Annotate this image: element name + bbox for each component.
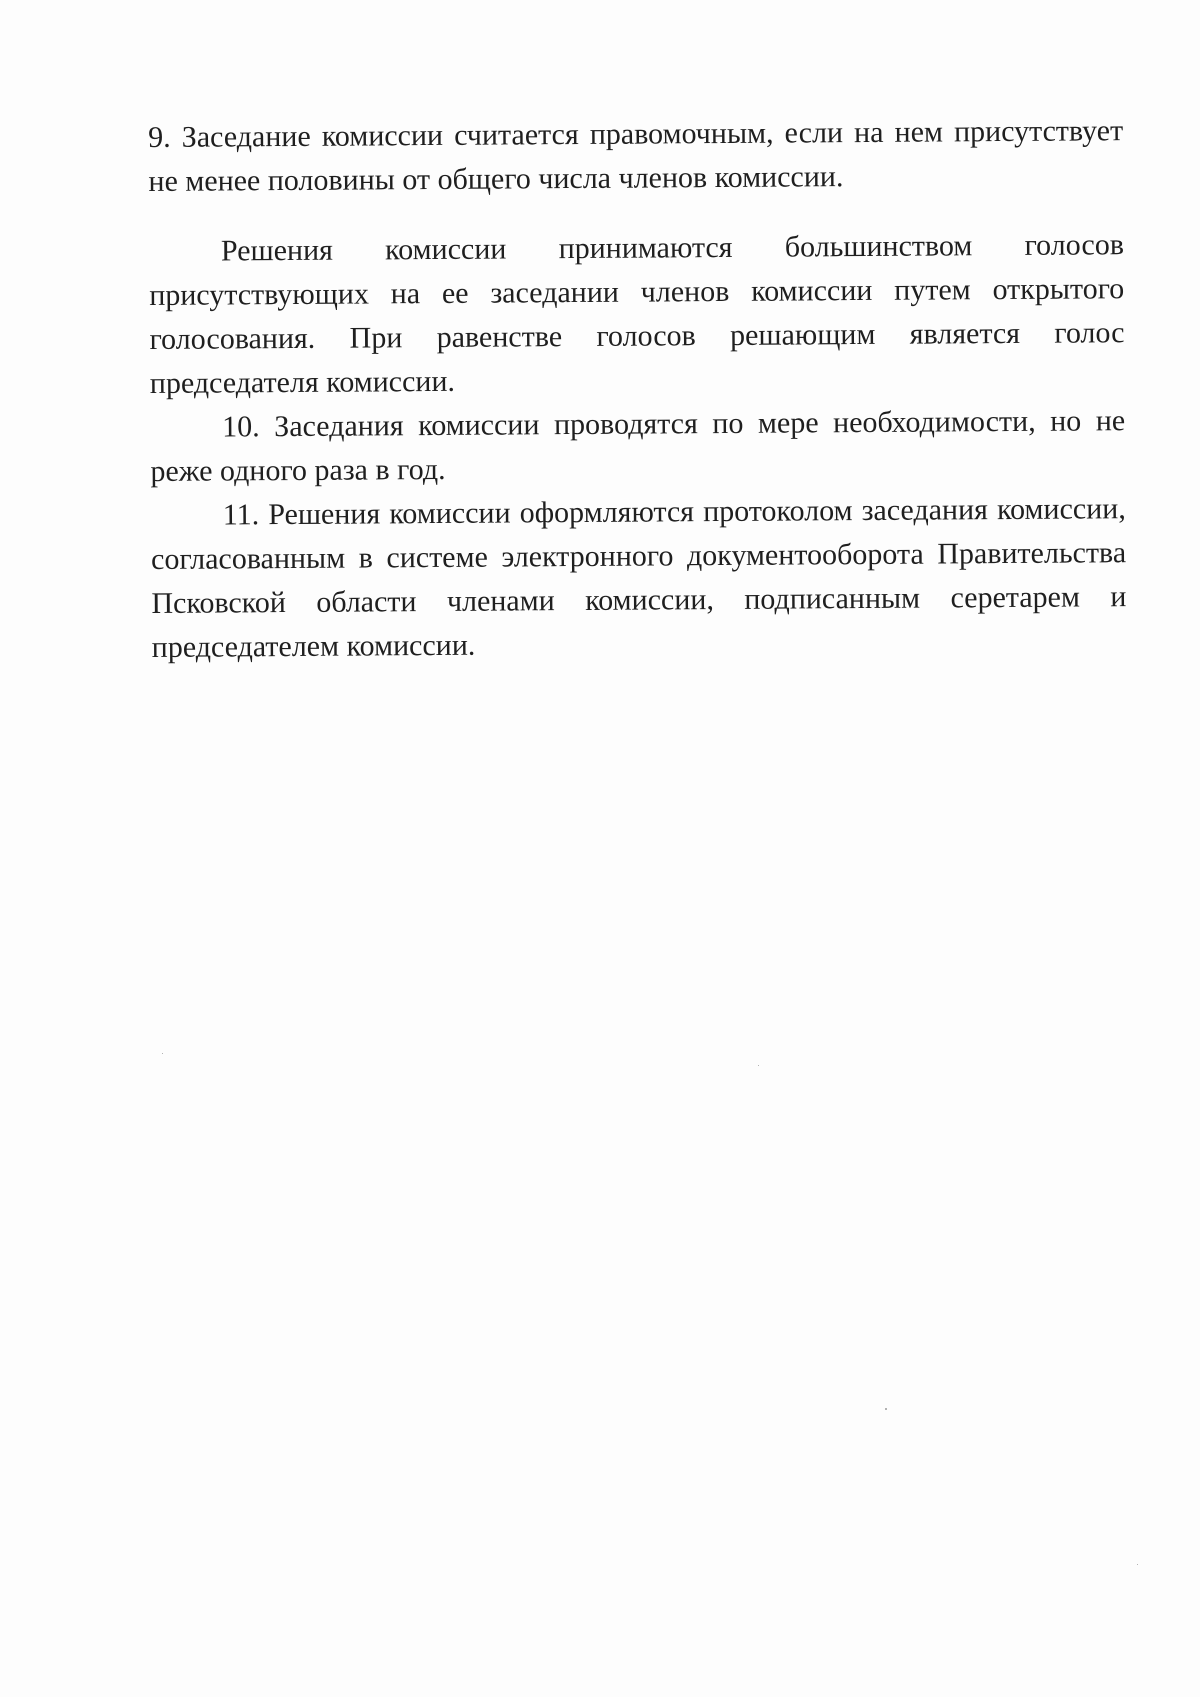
- scan-speck: [1137, 1564, 1138, 1565]
- scan-speck: [885, 1408, 887, 1410]
- paragraph-11: 11. Решения комиссии оформляются протоколом заседания комиссии, согласованным в системе электронного документооборота Правительства Псковской области членами комиссии, подписанным серетарем и председателем комиссии.: [150, 492, 1127, 664]
- paragraph-10: 10. Заседания комиссии проводятся по мере необходимости, но не реже одного раза в год.: [150, 404, 1126, 488]
- paragraph-decisions: Решения комиссии принимаются большинством голосов присутствующих на ее заседании членов комиссии путем открытого голосования. При равенстве голосов решающим является голос председателя комиссии.: [149, 228, 1125, 400]
- paragraph-9: 9. Заседание комиссии считается правомочным, если на нем присутствует не менее половины от общего числа членов комиссии.: [148, 114, 1124, 198]
- document-body: [148, 109, 1127, 670]
- scan-speck: [162, 1053, 163, 1054]
- scan-speck: [758, 1065, 759, 1066]
